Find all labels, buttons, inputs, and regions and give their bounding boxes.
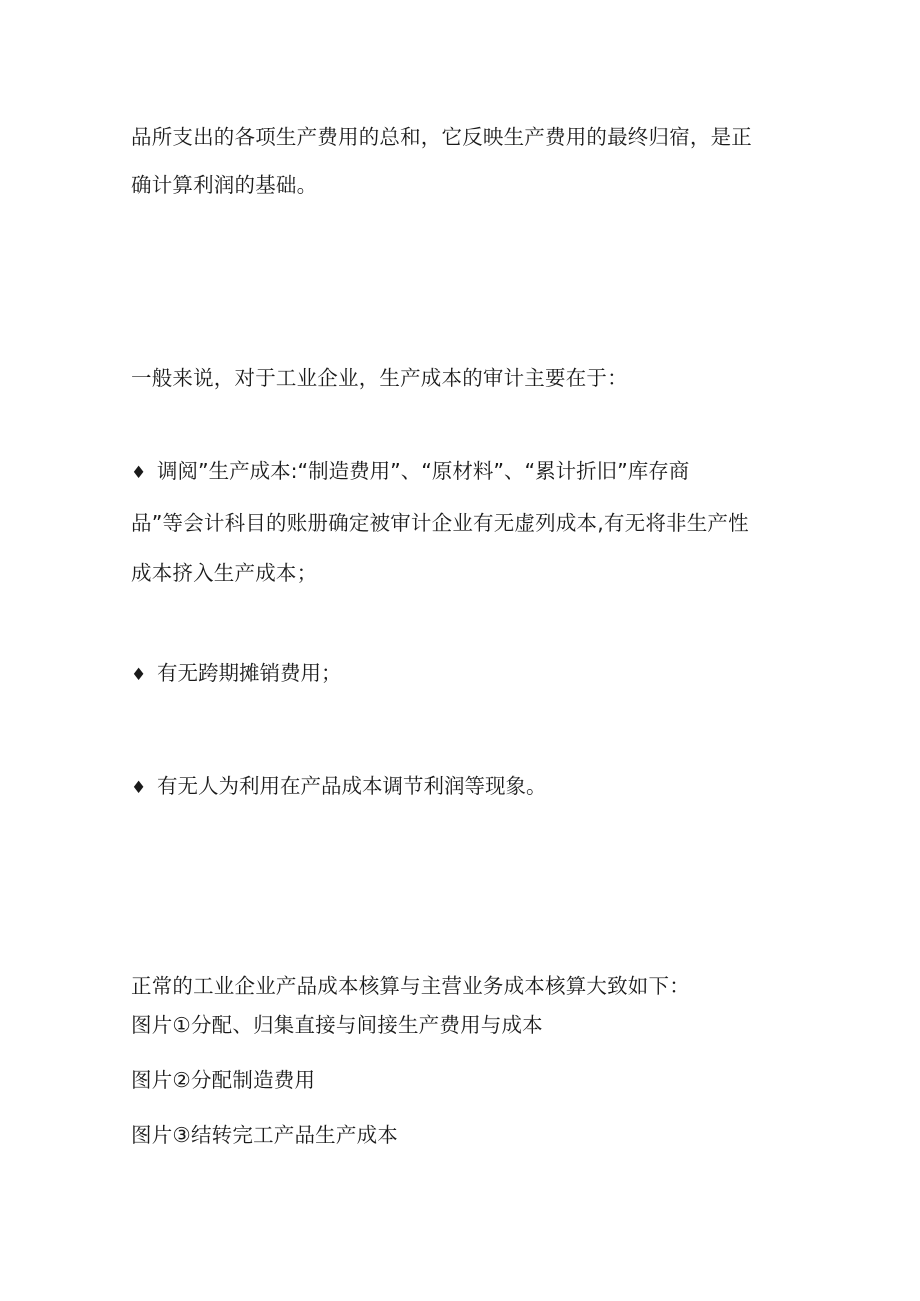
figure-caption-2: 图片②分配制造费用 [131,1068,316,1092]
figure-caption-3: 图片③结转完工产品生产成本 [131,1123,398,1147]
paragraph-1-line-1: 品所支出的各项生产费用的总和，它反映生产费用的最终归宿，是正 [131,125,752,149]
diamond-bullet-icon: ♦ [131,665,147,685]
paragraph-1-line-2: 确计算利润的基础。 [131,173,318,197]
bullet-item-1-line-1 [131,458,689,486]
bullet-item-1-line-3: 成本挤入生产成本； [131,561,318,585]
bullet-item-1-line-2: 品”等会计科目的账册确定被审计企业有无虚列成本,有无将非生产性 [131,511,749,535]
diamond-bullet-icon: ♦ [131,778,147,798]
bullet-item-1-text-1: 调阅”生产成本:“制造费用”、“原材料”、“累计折旧”库存商 [157,459,690,483]
bullet-item-3-text: 有无人为利用在产品成本调节利润等现象。 [157,774,547,798]
bullet-item-3-line-1 [131,773,547,801]
paragraph-3-line-1: 正常的工业企业产品成本核算与主营业务成本核算大致如下： [131,974,690,998]
bullet-item-2-line-1 [131,660,342,688]
diamond-bullet-icon: ♦ [131,463,147,483]
bullet-item-2-text: 有无跨期摊销费用； [157,661,342,685]
figure-caption-1: 图片①分配、归集直接与间接生产费用与成本 [131,1013,543,1037]
paragraph-2-line-1: 一般来说，对于工业企业，生产成本的审计主要在于： [131,366,628,390]
